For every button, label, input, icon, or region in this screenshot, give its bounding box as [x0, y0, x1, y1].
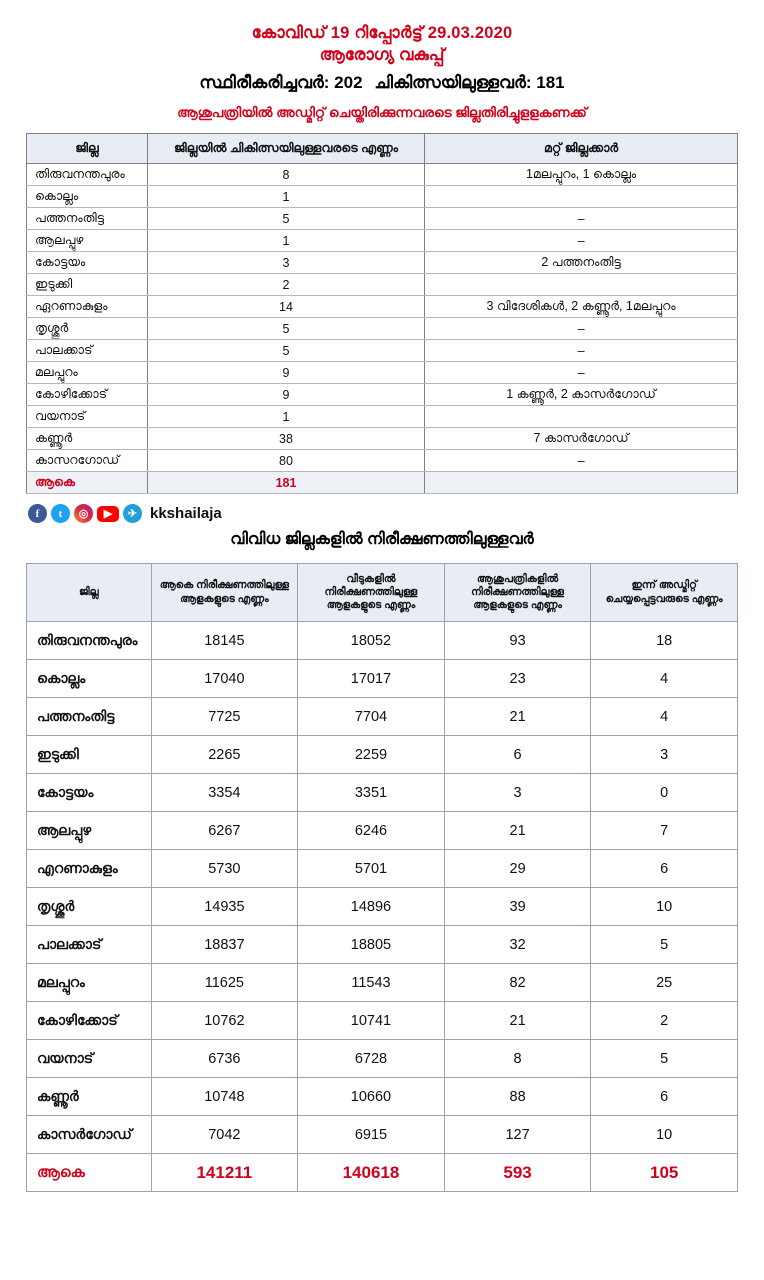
- cell-count: 5: [147, 340, 424, 362]
- cell-total-label: ആകെ: [27, 472, 148, 494]
- report-title: കോവിഡ് 19 റിപ്പോർട്ട് 29.03.2020: [251, 24, 513, 42]
- table-total-row: [27, 472, 738, 494]
- cell-other: –: [425, 450, 738, 472]
- cell-other: 3 വിദേശികൾ, 2 കണ്ണൂർ, 1മലപ്പുറം: [425, 296, 738, 318]
- cell-count: 3: [147, 252, 424, 274]
- cell-other: [425, 186, 738, 208]
- cell-district: മലപ്പുറം: [27, 964, 152, 1002]
- table-row: [27, 362, 738, 384]
- table1-caption: ആശുപത്രിയിൽ അഡ്മിറ്റ് ചെയ്തിരിക്കുന്നവരടെ ജില്ലതിരിച്ചുളളകണക്ക്: [177, 105, 587, 120]
- table-row: [27, 318, 738, 340]
- table-row: [27, 660, 738, 698]
- under-treatment-count: ചികിത്സയിലുള്ളവർ: 181: [374, 73, 565, 92]
- cell-district: പത്തനംതിട്ട: [27, 698, 152, 736]
- cell-total-surveillance: 141211: [151, 1154, 298, 1192]
- cell-total: 10762: [151, 1002, 298, 1040]
- instagram-icon[interactable]: ◎: [74, 504, 93, 523]
- cell-district: കണ്ണൂർ: [27, 1078, 152, 1116]
- cell-total: 17040: [151, 660, 298, 698]
- cell-total-label: ആകെ: [27, 1154, 152, 1192]
- cell-home: 10660: [298, 1078, 445, 1116]
- cell-today: 2: [591, 1002, 738, 1040]
- cell-count: 1: [147, 230, 424, 252]
- table-row: [27, 850, 738, 888]
- cell-total: 2265: [151, 736, 298, 774]
- cell-hospital: 93: [444, 622, 591, 660]
- cell-home: 18052: [298, 622, 445, 660]
- cell-other: –: [425, 318, 738, 340]
- table-row: [27, 736, 738, 774]
- social-handle-text: kkshailaja: [150, 505, 222, 522]
- table-row: [27, 1116, 738, 1154]
- cell-other: 2 പത്തനംതിട്ട: [425, 252, 738, 274]
- table2-title: വിവിധ ജില്ലകളിൽ നിരീക്ഷണത്തിലുള്ളവർ: [230, 531, 534, 548]
- telegram-icon[interactable]: ✈: [123, 504, 142, 523]
- table-row: [27, 1002, 738, 1040]
- cell-today: 3: [591, 736, 738, 774]
- cell-total: 7725: [151, 698, 298, 736]
- cell-district: വയനാട്: [27, 1040, 152, 1078]
- cell-district: കൊല്ലം: [27, 660, 152, 698]
- cell-district: മലപ്പുറം: [27, 362, 148, 384]
- cell-total-count: 181: [147, 472, 424, 494]
- cell-hospital: 39: [444, 888, 591, 926]
- cell-total: 10748: [151, 1078, 298, 1116]
- cell-today: 5: [591, 926, 738, 964]
- cell-hospital: 29: [444, 850, 591, 888]
- col-hospital-surveillance: ആശുപത്രികളിൽ നിരീക്ഷണത്തിലുള്ള ആളകളുടെ എണ്ണം: [444, 564, 591, 622]
- cell-other: –: [425, 208, 738, 230]
- cell-hospital: 8: [444, 1040, 591, 1078]
- cell-today: 6: [591, 1078, 738, 1116]
- cell-total-hospital: 593: [444, 1154, 591, 1192]
- table-row: [27, 252, 738, 274]
- cell-district: കോട്ടയം: [27, 252, 148, 274]
- twitter-icon[interactable]: t: [51, 504, 70, 523]
- cell-home: 10741: [298, 1002, 445, 1040]
- cell-home: 17017: [298, 660, 445, 698]
- cell-total: 3354: [151, 774, 298, 812]
- table-row: [27, 274, 738, 296]
- cell-district: എറണാകുളം: [27, 850, 152, 888]
- cell-today: 4: [591, 660, 738, 698]
- table-row: [27, 340, 738, 362]
- cell-count: 80: [147, 450, 424, 472]
- cell-total: 14935: [151, 888, 298, 926]
- cell-count: 5: [147, 318, 424, 340]
- cell-hospital: 21: [444, 698, 591, 736]
- cell-home: 5701: [298, 850, 445, 888]
- cell-district: ഇടുക്കി: [27, 274, 148, 296]
- table-row: [27, 450, 738, 472]
- col-district: ജില്ല: [27, 564, 152, 622]
- cell-home: 14896: [298, 888, 445, 926]
- cell-total-other: [425, 472, 738, 494]
- cell-district: തിരുവനന്തപുരം: [27, 164, 148, 186]
- cell-total-today: 105: [591, 1154, 738, 1192]
- social-handles: [28, 504, 738, 523]
- table-row: [27, 698, 738, 736]
- facebook-icon[interactable]: f: [28, 504, 47, 523]
- cell-total: 7042: [151, 1116, 298, 1154]
- table-row: [27, 1040, 738, 1078]
- table-header-row: [27, 564, 738, 622]
- cell-district: കാസറഗോഡ്: [27, 450, 148, 472]
- table-row: [27, 428, 738, 450]
- cell-other: 1മലപ്പുറം, 1 കൊല്ലം: [425, 164, 738, 186]
- cell-today: 4: [591, 698, 738, 736]
- table-row: [27, 774, 738, 812]
- cell-other: –: [425, 230, 738, 252]
- cell-district: വയനാട്: [27, 406, 148, 428]
- cell-district: ഏറണാകുളം: [27, 296, 148, 318]
- col-other-districts: മറ്റ് ജില്ലക്കാർ: [425, 134, 738, 164]
- cell-total: 6736: [151, 1040, 298, 1078]
- cell-today: 0: [591, 774, 738, 812]
- cell-total: 5730: [151, 850, 298, 888]
- table-row: [27, 230, 738, 252]
- table-header-row: [27, 134, 738, 164]
- cell-district: ആലപ്പുഴ: [27, 812, 152, 850]
- cell-district: തൃശ്ശൂർ: [27, 318, 148, 340]
- col-treatment-count: ജില്ലയിൽ ചികിത്സയിലുള്ളവരടെ എണ്ണം: [147, 134, 424, 164]
- cell-count: 14: [147, 296, 424, 318]
- cell-today: 25: [591, 964, 738, 1002]
- confirmed-count: സ്ഥിരീകരിച്ചവർ: 202: [199, 73, 363, 92]
- cell-district: ഇടുക്കി: [27, 736, 152, 774]
- cell-district: ആലപ്പുഴ: [27, 230, 148, 252]
- cell-other: [425, 406, 738, 428]
- table-row: [27, 926, 738, 964]
- cell-other: 7 കാസർഗോഡ്: [425, 428, 738, 450]
- cell-home: 11543: [298, 964, 445, 1002]
- cell-other: –: [425, 362, 738, 384]
- col-home-surveillance: വീടുകളിൽ നിരീക്ഷണത്തിലുള്ള ആളകളുടെ എണ്ണം: [298, 564, 445, 622]
- cell-hospital: 127: [444, 1116, 591, 1154]
- cell-district: കണ്ണൂർ: [27, 428, 148, 450]
- table-row: [27, 186, 738, 208]
- cell-home: 6728: [298, 1040, 445, 1078]
- cell-home: 2259: [298, 736, 445, 774]
- table-row: [27, 964, 738, 1002]
- table-row: [27, 406, 738, 428]
- table-row: [27, 888, 738, 926]
- cell-total: 18145: [151, 622, 298, 660]
- cell-today: 6: [591, 850, 738, 888]
- col-district: ജില്ല: [27, 134, 148, 164]
- table-row: [27, 164, 738, 186]
- table-row: [27, 812, 738, 850]
- col-total-surveillance: ആകെ നിരീക്ഷണത്തിലുള്ള ആളകളുടെ എണ്ണം: [151, 564, 298, 622]
- table-row: [27, 622, 738, 660]
- cell-district: തിരുവനന്തപുരം: [27, 622, 152, 660]
- cell-district: പാലക്കാട്: [27, 926, 152, 964]
- cell-count: 1: [147, 186, 424, 208]
- cell-total: 18837: [151, 926, 298, 964]
- cell-hospital: 3: [444, 774, 591, 812]
- table-total-row: [27, 1154, 738, 1192]
- cell-hospital: 21: [444, 812, 591, 850]
- table-row: [27, 208, 738, 230]
- table-row: [27, 1078, 738, 1116]
- cell-hospital: 88: [444, 1078, 591, 1116]
- cell-district: കോഴിക്കോട്: [27, 384, 148, 406]
- cell-count: 1: [147, 406, 424, 428]
- summary-line: [26, 73, 738, 93]
- cell-count: 8: [147, 164, 424, 186]
- cell-today: 7: [591, 812, 738, 850]
- cell-count: 2: [147, 274, 424, 296]
- cell-hospital: 6: [444, 736, 591, 774]
- youtube-icon[interactable]: ▶: [97, 506, 119, 522]
- cell-other: 1 കണ്ണൂർ, 2 കാസർഗോഡ്: [425, 384, 738, 406]
- surveillance-by-district-table: [26, 563, 738, 1192]
- cell-district: കൊല്ലം: [27, 186, 148, 208]
- cell-district: കോട്ടയം: [27, 774, 152, 812]
- cell-home: 3351: [298, 774, 445, 812]
- cell-today: 5: [591, 1040, 738, 1078]
- cell-hospital: 32: [444, 926, 591, 964]
- report-department: ആരോഗ്യ വകുപ്പ്: [319, 46, 445, 64]
- cell-count: 9: [147, 384, 424, 406]
- cell-home: 18805: [298, 926, 445, 964]
- cell-other: [425, 274, 738, 296]
- cell-district: കോഴിക്കോട്: [27, 1002, 152, 1040]
- cell-today: 18: [591, 622, 738, 660]
- cell-hospital: 82: [444, 964, 591, 1002]
- cell-home: 6915: [298, 1116, 445, 1154]
- cell-count: 38: [147, 428, 424, 450]
- cell-district: തൃശ്ശൂർ: [27, 888, 152, 926]
- cell-hospital: 23: [444, 660, 591, 698]
- cell-total: 11625: [151, 964, 298, 1002]
- table-row: [27, 296, 738, 318]
- cell-total: 6267: [151, 812, 298, 850]
- cell-total-home: 140618: [298, 1154, 445, 1192]
- cell-district: പത്തനംതിട്ട: [27, 208, 148, 230]
- cell-home: 6246: [298, 812, 445, 850]
- cell-today: 10: [591, 888, 738, 926]
- cell-other: –: [425, 340, 738, 362]
- cell-count: 5: [147, 208, 424, 230]
- cell-today: 10: [591, 1116, 738, 1154]
- cell-district: കാസർഗോഡ്: [27, 1116, 152, 1154]
- table-row: [27, 384, 738, 406]
- cell-district: പാലക്കാട്: [27, 340, 148, 362]
- cell-count: 9: [147, 362, 424, 384]
- cell-home: 7704: [298, 698, 445, 736]
- admitted-by-district-table: [26, 133, 738, 494]
- cell-hospital: 21: [444, 1002, 591, 1040]
- col-admitted-today: ഇന്ന് അഡ്മിറ്റ് ചെയ്യപ്പെട്ടവരുടെ എണ്ണം: [591, 564, 738, 622]
